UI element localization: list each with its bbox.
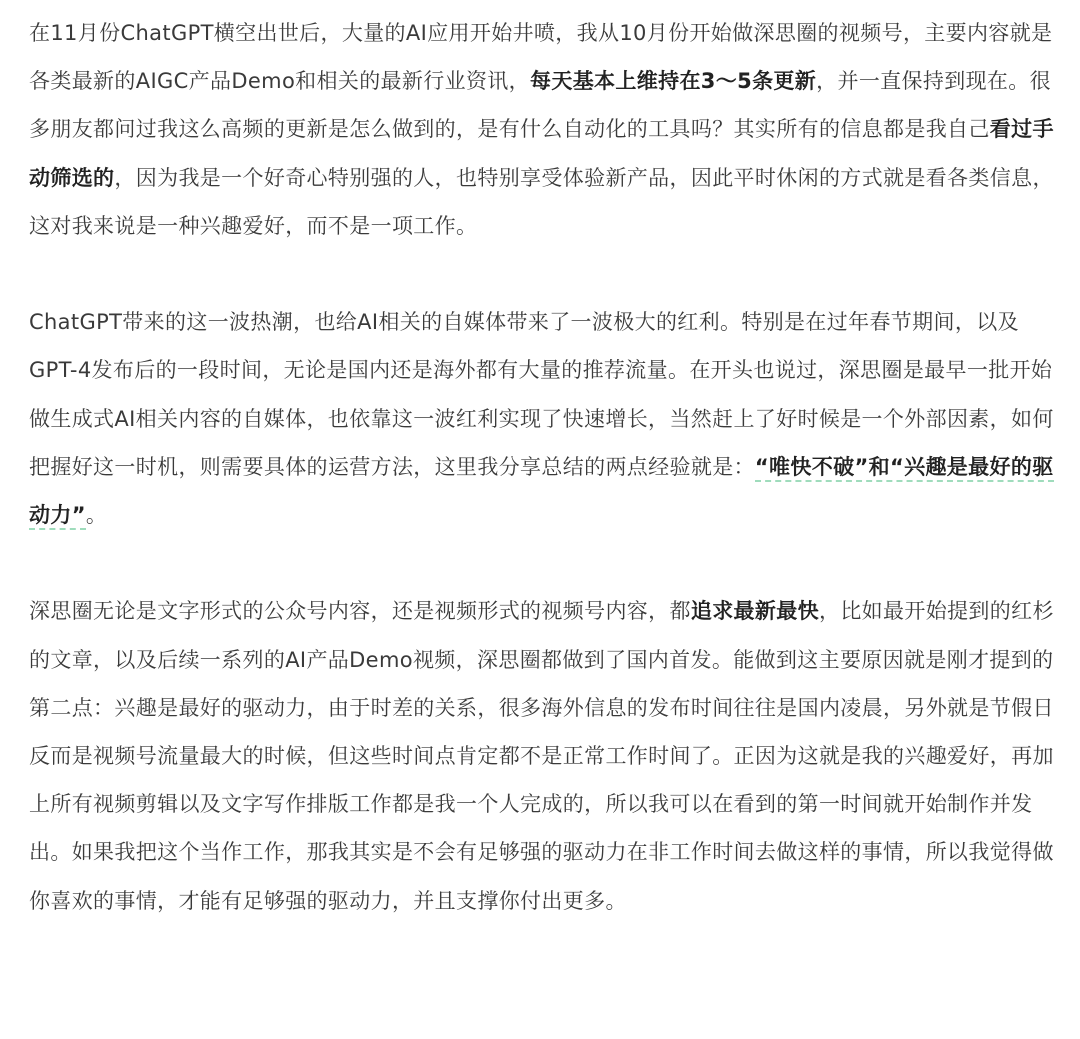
paragraph-text: ，并一直保持到现在。很多朋友都问过我这么高频的更新是怎么做到的，是有什么自动化的工具吗？其实所有的信息都是我自己 bbox=[29, 69, 1051, 142]
paragraph-text: ，比如最开始提到的红杉的文章，以及后续一系列的AI产品Demo视频，深思圈都做到了国内首发。能做到这主要原因就是刚才提到的第二点：兴趣是最好的驱动力，由于时差的关系，很多海外信息的发布时间往往是国内凌晨，另外就是节假日反而是视频号流量最大的时候，但这些时间点肯定都不是正常工作时间了。正因为这就是我的兴趣爱好，再加上所有视频剪辑以及文字写作排版工作都是我一个人完成的，所以我可以在看到的第一时间就开始制作并发出。如果我把这个当作工作，那我其实是不会有足够强的驱动力在非工作时间去做这样的事情，所以我觉得做你喜欢的事情，才能有足够强的驱动力，并且支撑你付出更多。 bbox=[29, 599, 1054, 913]
paragraph-chatgpt-updates bbox=[29, 9, 1056, 250]
paragraph-text: 深思圈无论是文字形式的公众号内容，还是视频形式的视频号内容，都 bbox=[29, 599, 691, 624]
paragraph-text: 。 bbox=[85, 503, 108, 528]
bold-highlight: 看过手动筛选的 bbox=[29, 117, 1054, 190]
paragraph-speed-and-interest bbox=[29, 587, 1056, 924]
dashed-underline-quote: “唯快不破”和“兴趣是最好的驱动力” bbox=[29, 455, 1054, 530]
paragraph-ai-media-wave bbox=[29, 298, 1056, 539]
paragraph-text: 在11月份ChatGPT横空出世后，大量的AI应用开始井喷，我从10月份开始做深思圈的视频号，主要内容就是各类最新的AIGC产品Demo和相关的最新行业资讯， bbox=[29, 21, 1053, 94]
paragraph-text: ，因为我是一个好奇心特别强的人，也特别享受体验新产品，因此平时休闲的方式就是看各类信息，这对我来说是一种兴趣爱好，而不是一项工作。 bbox=[29, 165, 1054, 238]
bold-highlight: 追求最新最快 bbox=[690, 599, 819, 624]
bold-highlight: 每天基本上维持在3～5条更新 bbox=[530, 69, 817, 94]
paragraph-text: ChatGPT带来的这一波热潮，也给AI相关的自媒体带来了一波极大的红利。特别是在过年春节期间，以及GPT-4发布后的一段时间，无论是国内还是海外都有大量的推荐流量。在开头也说过，深思圈是最早一批开始做生成式AI相关内容的自媒体，也依靠这一波红利实现了快速增长，当然赶上了好时候是一个外部因素，如何把握好这一时机，则需要具体的运营方法，这里我分享总结的两点经验就是： bbox=[29, 310, 1054, 479]
